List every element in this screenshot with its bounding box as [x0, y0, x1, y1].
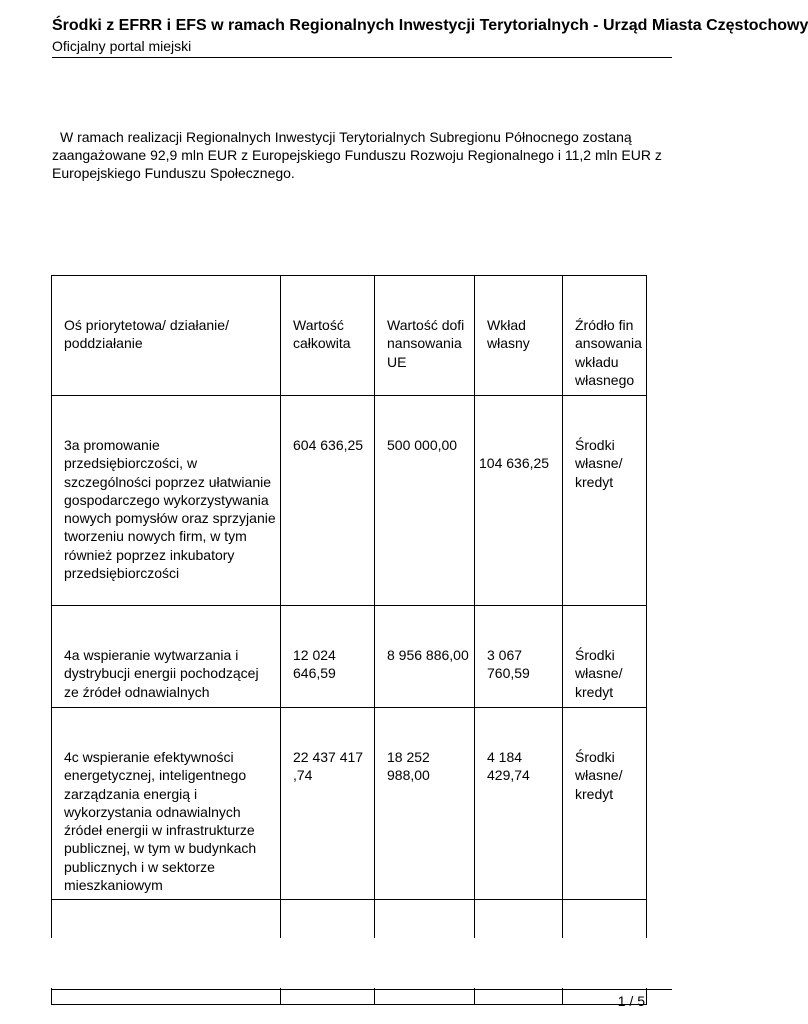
row-source-text: Środki własne/ kredyt	[575, 647, 623, 700]
row-total-value: 604 636,25	[293, 437, 364, 453]
funding-table	[51, 275, 647, 1005]
page-number: 1 / 5	[617, 993, 645, 1009]
row-own-value: 4 184 429,74	[487, 749, 530, 784]
cell-eu	[375, 396, 475, 606]
row-eu-value: 8 956 886,00	[387, 647, 469, 663]
table-header-row	[52, 276, 647, 396]
cell-total	[281, 606, 375, 708]
cell-axis	[52, 708, 281, 900]
row-total-value: 12 024 646,59	[293, 647, 336, 682]
header-eu-label: Wartość dofi nansowania UE	[387, 317, 465, 370]
row-axis-text: 3a promowanie przedsiębiorczości, w szczególności poprzez ułatwianie gospodarczego wykorzystywania nowych pomysłów oraz sprzyjanie tworzeniu nowych firm, w tym również poprzez inkubatory przedsiębiorczości	[64, 437, 276, 582]
intro-paragraph: W ramach realizacji Regionalnych Inwestycji Terytorialnych Subregionu Północnego zostaną zaangażowane 92,9 mln EUR z Europejskiego Funduszu Rozwoju Regionalnego i 11,2 mln EUR z Europejskiego Funduszu Społecznego.	[52, 129, 662, 181]
cell-source	[563, 396, 647, 606]
header-divider	[52, 57, 672, 58]
cell-axis	[52, 396, 281, 606]
cell-eu	[375, 606, 475, 708]
header-source-label: Źródło fin ansowania wkładu własnego	[575, 317, 642, 388]
page-subtitle: Oficjalny portal miejski	[52, 38, 192, 54]
cell-total	[281, 396, 375, 606]
cell-own	[475, 396, 563, 606]
page-title: Środki z EFRR i EFS w ramach Regionalnych Inwestycji Terytorialnych - Urząd Miasta Częstochowy	[52, 17, 808, 34]
cell-axis	[52, 606, 281, 708]
row-own-value: 104 636,25	[479, 455, 550, 471]
cell-source	[563, 606, 647, 708]
cell-own	[475, 708, 563, 900]
header-own-label: Wkład własny	[487, 317, 530, 352]
header-cell-axis	[52, 276, 281, 396]
page-bottom-margin	[40, 938, 680, 988]
header-total-label: Wartość całkowita	[293, 317, 351, 352]
header-cell-total	[281, 276, 375, 396]
row-source-text: Środki własne/ kredyt	[575, 749, 623, 802]
row-axis-text: 4a wspieranie wytwarzania i dystrybucji energii pochodzącej ze źródeł odnawialnych	[64, 647, 259, 700]
header-cell-eu	[375, 276, 475, 396]
row-source-text: Środki własne/ kredyt	[575, 437, 623, 490]
row-own-value: 3 067 760,59	[487, 647, 530, 682]
row-total-value: 22 437 417 ,74	[293, 749, 364, 784]
header-axis-label: Oś priorytetowa/ działanie/ poddziałanie	[64, 317, 229, 352]
row-axis-text: 4c wspieranie efektywności energetycznej, inteligentnego zarządzania energią i wykorzystania odnawialnych źródeł energii w infrastrukturze publicznej, w tym w budynkach publicznych i w sektorze mieszkaniowym	[64, 749, 257, 894]
footer-divider	[52, 989, 672, 990]
row-eu-value: 18 252 988,00	[387, 749, 430, 784]
page-header	[52, 16, 808, 55]
cell-own	[475, 606, 563, 708]
cell-source	[563, 708, 647, 900]
header-cell-source	[563, 276, 647, 396]
cell-total	[281, 708, 375, 900]
header-cell-own	[475, 276, 563, 396]
table-row	[52, 708, 647, 900]
table-row	[52, 396, 647, 606]
cell-eu	[375, 708, 475, 900]
table-row	[52, 606, 647, 708]
row-eu-value: 500 000,00	[387, 437, 458, 453]
